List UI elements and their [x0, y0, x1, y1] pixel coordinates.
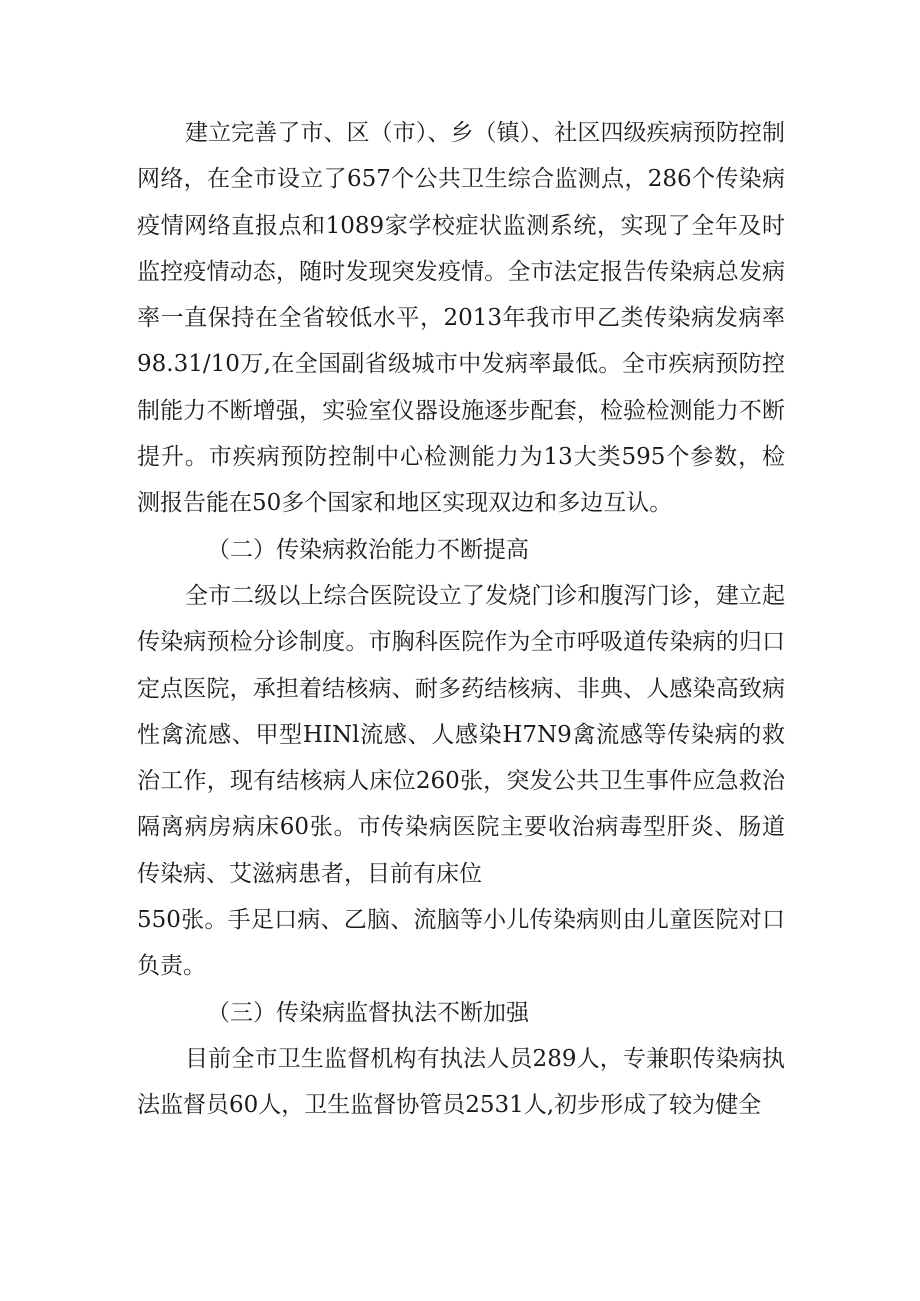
paragraph-enforcement: 目前全市卫生监督机构有执法人员289人，专兼职传染病执法监督员60人，卫生监督协管员2531人,初步形成了较为健全 [137, 1045, 785, 1119]
paragraph-treatment-continued: 550张。手足口病、乙脑、流脑等小儿传染病则由儿童医院对口负责。 [137, 907, 785, 980]
document-body [137, 110, 785, 1129]
section-heading-treatment: （二）传染病救治能力不断提高 [207, 536, 529, 563]
paragraph-treatment-capacity: 全市二级以上综合医院设立了发烧门诊和腹泻门诊，建立起传染病预检分诊制度。市胸科医院作为全市呼吸道传染病的归口定点医院，承担着结核病、耐多药结核病、非典、人感染高致病性禽流感、甲型HINl流感、人感染H7N9禽流感等传染病的救治工作，现有结核病人床位260张，突发公共卫生事件应急救治隔离病房病床60张。市传染病医院主要收治病毒型肝炎、肠道传染病、艾滋病患者，目前有床位 [137, 582, 785, 887]
section-heading-enforcement: （三）传染病监督执法不断加强 [207, 999, 529, 1026]
paragraph-disease-control-network: 建立完善了市、区（市）、乡（镇）、社区四级疾病预防控制网络，在全市设立了657个公共卫生综合监测点，286个传染病疫情网络直报点和1089家学校症状监测系统，实现了全年及时监控疫情动态，随时发现突发疫情。全市法定报告传染病总发病率一直保持在全省较低水平，2013年我市甲乙类传染病发病率98.31/10万,在全国副省级城市中发病率最低。全市疾病预防控制能力不断增强，实验室仪器设施逐步配套，检验检测能力不断提升。市疾病预防控制中心检测能力为13大类595个参数，检测报告能在50多个国家和地区实现双边和多边互认。 [137, 120, 785, 517]
